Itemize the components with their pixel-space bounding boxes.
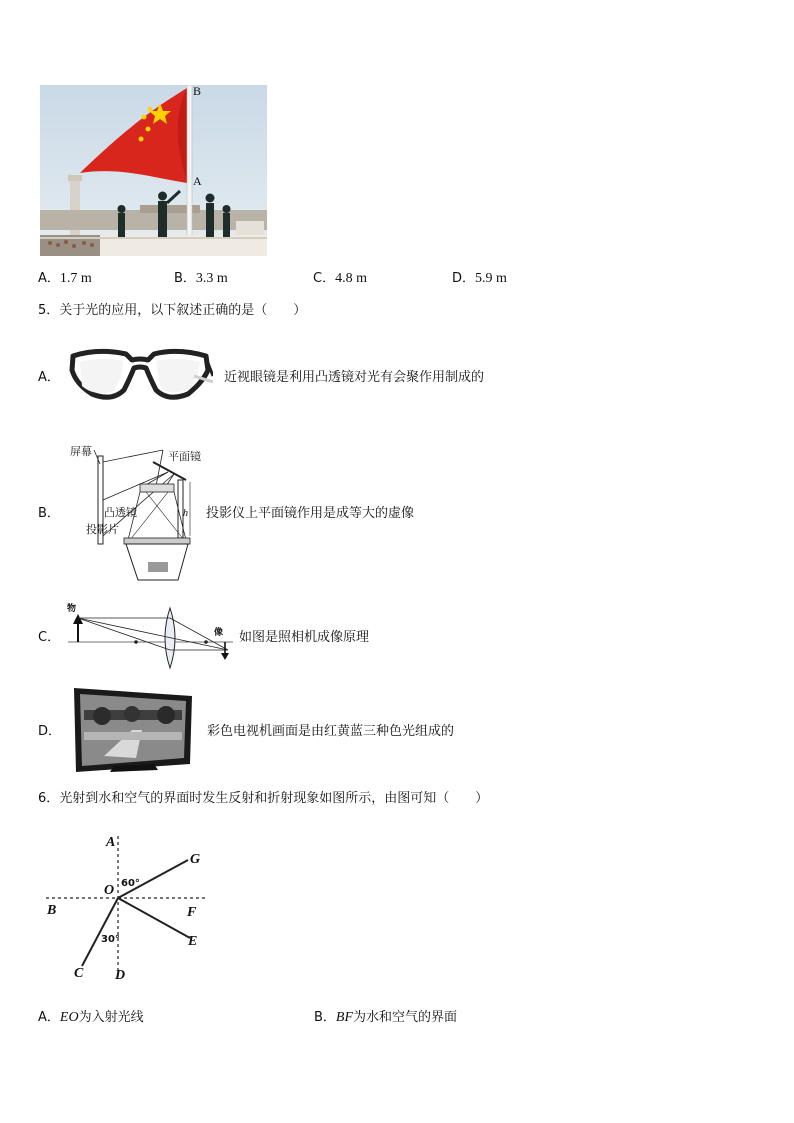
pole-label-a: A (193, 174, 202, 188)
lens-diagram (68, 604, 233, 672)
option-letter: D． (452, 271, 476, 286)
option-value: 5.9 m (475, 271, 507, 286)
option-letter: A． (38, 1010, 60, 1025)
diagram-angle-60: 60° (121, 878, 140, 889)
option-value: 3.3 m (195, 271, 228, 286)
q4-option-c[interactable] (313, 271, 367, 287)
q5-option-b-letter[interactable]: B． (38, 506, 60, 521)
q4-option-d[interactable] (452, 271, 507, 287)
lens-ray-illustration (68, 604, 233, 672)
q5-option-d-letter[interactable]: D． (38, 724, 62, 739)
diagram-label-a: A (106, 835, 116, 850)
q6-option-b[interactable] (314, 1010, 457, 1026)
diagram-label-d: D (115, 968, 126, 983)
projector-label-screen: 屏幕 (70, 445, 92, 458)
q5-option-a-letter[interactable]: A． (38, 370, 60, 385)
glasses-illustration (68, 346, 213, 408)
q4-option-b[interactable] (174, 271, 228, 287)
flag-photo (40, 85, 267, 256)
television-image (74, 688, 192, 774)
lens-label-image: 像 (214, 628, 224, 638)
diagram-label-g: G (190, 852, 201, 867)
diagram-angle-30: 30° (101, 934, 120, 945)
q6-stem: 6．光射到水和空气的界面时发生反射和折射现象如图所示，由图可知（ ） (38, 791, 489, 806)
q5-option-d-text: 彩色电视机画面是由红黄蓝三种色光组成的 (207, 724, 455, 739)
television-illustration (74, 688, 192, 774)
glasses-image (68, 346, 213, 408)
diagram-label-e: E (188, 934, 198, 949)
option-letter: A． (38, 271, 60, 286)
q6-option-a[interactable] (38, 1010, 144, 1026)
pole-label-b: B (193, 84, 202, 98)
option-italic: BF (335, 1010, 354, 1025)
diagram-label-b: B (47, 903, 57, 918)
q5-option-c-text: 如图是照相机成像原理 (239, 630, 370, 645)
q5-option-b-text: 投影仪上平面镜作用是成等大的虚像 (206, 506, 415, 521)
projector-label-mirror: 平面镜 (168, 450, 201, 463)
projector-label-lens: 凸透镜 (104, 506, 137, 519)
option-letter: C． (313, 271, 336, 286)
option-text: 为入射光线 (78, 1010, 144, 1025)
diagram-label-f: F (187, 905, 197, 920)
q4-option-a[interactable] (38, 271, 92, 287)
option-italic: EO (59, 1010, 79, 1025)
flag-raising-illustration (40, 85, 267, 256)
option-letter: B． (314, 1010, 336, 1025)
option-value: 1.7 m (59, 271, 92, 286)
q5-option-a-text: 近视眼镜是利用凸透镜对光有会聚作用制成的 (224, 370, 485, 385)
lens-label-object: 物 (67, 604, 77, 614)
projector-label-slide: 投影片 (86, 523, 119, 536)
projector-label-h: h (183, 508, 188, 519)
option-letter: B． (174, 271, 196, 286)
diagram-label-c: C (74, 966, 84, 981)
option-value: 4.8 m (335, 271, 367, 286)
diagram-label-o: O (104, 883, 115, 898)
q5-stem: 5．关于光的应用，以下叙述正确的是（ ） (38, 303, 307, 318)
q5-option-c-letter[interactable]: C． (38, 630, 61, 645)
option-text: 为水和空气的界面 (353, 1010, 458, 1025)
